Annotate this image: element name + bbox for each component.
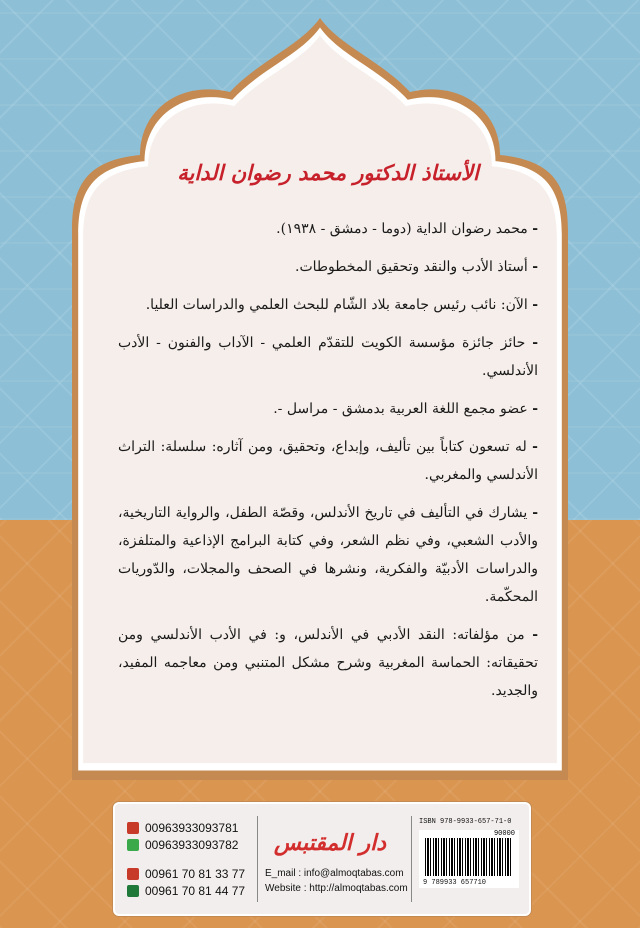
item-marker: - xyxy=(532,221,538,237)
barcode-digits: 9 789933 657710 xyxy=(423,879,487,887)
telephone-icon xyxy=(127,868,139,880)
publisher-info xyxy=(265,816,408,896)
page-title: الأستاذ الدكتور محمد رضوان الداية xyxy=(177,160,479,185)
list-item: - حائز جائزة مؤسسة الكويت للتقدّم العلمي - الآداب والفنون - الأدب الأندلسي. xyxy=(118,335,538,379)
list-item: - يشارك في التأليف في تاريخ الأندلس، وقصّة الطفل، والرواية التاريخية، والأدب الشعبي، وفي نظم الشعر، وفي كتابة البرامج الإذاعية والمتلفزة، والدراسات الأدبيّة والفكرية، ونشرها في الصحف والمجلات، والدّوريات المحكّمة. xyxy=(118,505,538,605)
barcode xyxy=(419,830,519,888)
divider xyxy=(257,816,258,902)
item-marker: - xyxy=(532,335,538,351)
item-marker: - xyxy=(532,439,538,455)
barcode-bars xyxy=(425,838,513,876)
item-marker: - xyxy=(532,259,538,275)
phone-row: 00963933093782 xyxy=(127,837,272,853)
email-text: E_mail : info@almoqtabas.com xyxy=(265,868,404,879)
phone-row: 00963933093781 xyxy=(127,820,272,836)
isbn-text: ISBN 978-9933-657-71-0 xyxy=(419,818,512,826)
list-item: - محمد رضوان الداية (دوما - دمشق - ١٩٣٨). xyxy=(276,221,538,237)
publisher-logo: دار المقتبس xyxy=(273,830,387,856)
item-marker: - xyxy=(532,505,538,521)
mobile-row: 00961 70 81 33 77 xyxy=(127,866,272,882)
list-item: - من مؤلفاته: النقد الأدبي في الأندلس، و: في الأدب الأندلسي ومن تحقيقاته: الحماسة المغربية وشرح مشكل المتنبي ومن معاجمه المفيد، والجديد. xyxy=(118,627,539,699)
list-item: - له تسعون كتاباً بين تأليف، وإبداع، وتحقيق، ومن آثاره: سلسلة: التراث الأندلسي والمغربي. xyxy=(118,439,538,483)
mobile-phone-icon xyxy=(127,885,139,897)
whatsapp-icon xyxy=(127,839,139,851)
isbn-block xyxy=(419,818,521,888)
publisher-footer xyxy=(113,802,531,916)
item-marker: - xyxy=(532,627,539,643)
website-text: Website : http://almoqtabas.com xyxy=(265,883,408,894)
isbn-supplement: 90000 xyxy=(493,830,515,838)
list-item: - أستاذ الأدب والنقد وتحقيق المخطوطات. xyxy=(295,259,538,275)
list-item: - عضو مجمع اللغة العربية بدمشق - مراسل -. xyxy=(273,401,538,417)
telephone-icon xyxy=(127,822,139,834)
contact-numbers xyxy=(127,820,272,900)
item-marker: - xyxy=(532,297,538,313)
divider xyxy=(411,816,412,902)
biography-panel xyxy=(118,150,538,770)
mobile-row: 00961 70 81 44 77 xyxy=(127,883,272,899)
list-item: - الآن: نائب رئيس جامعة بلاد الشّام للبحث العلمي والدراسات العليا. xyxy=(145,297,538,313)
item-marker: - xyxy=(532,401,538,417)
